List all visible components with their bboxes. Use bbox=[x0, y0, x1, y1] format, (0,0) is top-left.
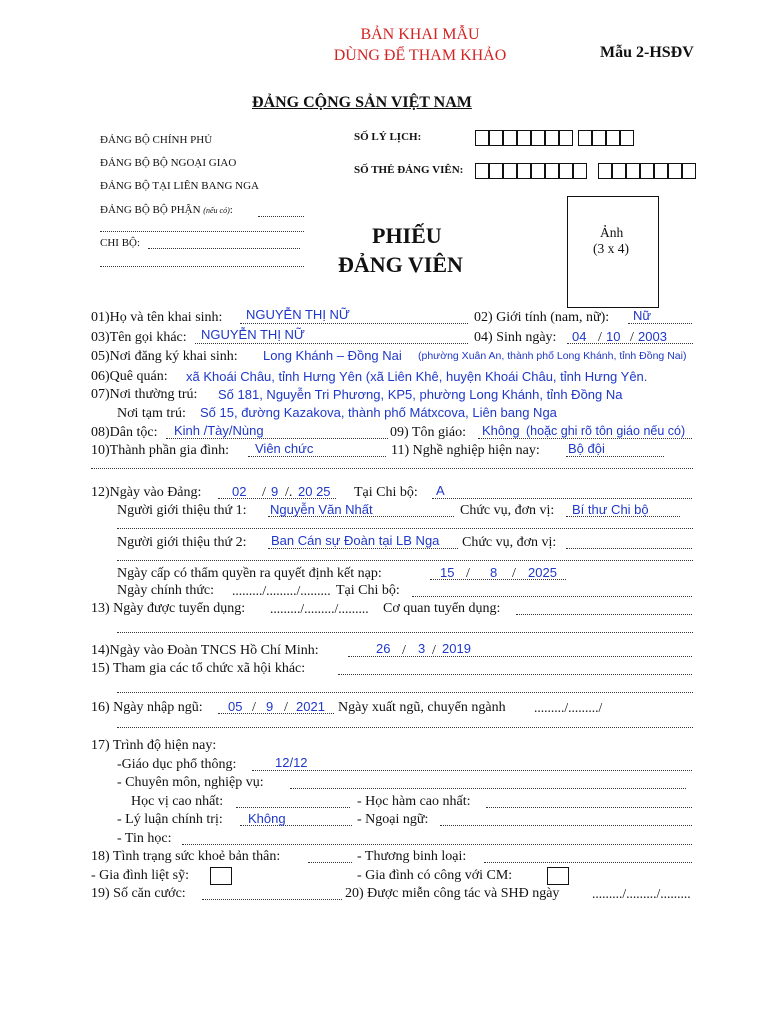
nhap-ngu-ngay: 05 bbox=[228, 699, 243, 714]
label-tin-hoc: - Tin học: bbox=[117, 831, 172, 846]
hoc-ham-field[interactable] bbox=[486, 807, 692, 808]
thanh-phan-field[interactable] bbox=[248, 456, 386, 457]
label-11: 11) Nghề nghiệp hiện nay: bbox=[391, 443, 540, 458]
ten-khac-field[interactable] bbox=[195, 343, 468, 344]
doan-thang: 3 bbox=[418, 641, 426, 656]
blank-line[interactable] bbox=[117, 528, 693, 529]
label-06: 06)Quê quán: bbox=[91, 369, 168, 384]
sample-label-line1: BẢN KHAI MẪU bbox=[360, 26, 480, 43]
vao-dang-nam: 20 25 bbox=[298, 484, 331, 499]
co-cong-checkbox[interactable] bbox=[547, 867, 569, 885]
digit-box[interactable] bbox=[545, 130, 559, 146]
sample-label-line2: DÙNG ĐỂ THAM KHẢO bbox=[333, 47, 507, 64]
gioi-thieu-2-value: Ban Cán sự Đoàn tại LB Nga bbox=[271, 533, 440, 548]
nghe-nghiep-value: Bộ đội bbox=[568, 441, 605, 456]
ton-giao-field[interactable] bbox=[478, 438, 692, 439]
dan-toc-value: Kinh /Tày/Nùng bbox=[174, 423, 264, 438]
digit-box[interactable] bbox=[626, 163, 640, 179]
label-12: 12)Ngày vào Đảng: bbox=[91, 485, 202, 500]
blank-line[interactable] bbox=[117, 727, 693, 728]
org-line-4-label: ĐẢNG BỘ BỘ PHẬN bbox=[100, 204, 201, 216]
to-chuc-xa-hoi-field[interactable] bbox=[338, 674, 692, 675]
date-sep: / bbox=[284, 700, 288, 715]
digit-box[interactable] bbox=[489, 130, 503, 146]
digit-box[interactable] bbox=[668, 163, 682, 179]
digit-box[interactable] bbox=[503, 130, 517, 146]
digit-box[interactable] bbox=[682, 163, 696, 179]
gdpt-value: 12/12 bbox=[275, 755, 308, 770]
thuong-binh-field[interactable] bbox=[484, 862, 692, 863]
blank-line[interactable] bbox=[91, 468, 693, 469]
date-sep: / bbox=[630, 330, 634, 345]
gioi-tinh-value: Nữ bbox=[633, 308, 652, 323]
ton-giao-value: Không bbox=[482, 423, 520, 438]
label-ket-nap: Ngày cấp có thẩm quyền ra quyết định kết nạp: bbox=[117, 566, 382, 581]
chinh-thuc-chibo-field[interactable] bbox=[412, 596, 692, 597]
digit-box[interactable] bbox=[598, 163, 612, 179]
noi-khai-sinh-note: (phường Xuân An, thành phố Long Khánh, tỉnh Đồng Nai) bbox=[418, 350, 687, 362]
ton-giao-note: (hoặc ghi rõ tôn giáo nếu có) bbox=[526, 424, 686, 438]
liet-sy-checkbox[interactable] bbox=[210, 867, 232, 885]
label-ngoai-ngu: - Ngoại ngữ: bbox=[357, 812, 429, 827]
chuc-vu-2-field[interactable] bbox=[566, 548, 692, 549]
digit-box[interactable] bbox=[573, 163, 587, 179]
date-sep: / bbox=[598, 330, 602, 345]
doan-ngay: 26 bbox=[376, 641, 391, 656]
thanh-phan-value: Viên chức bbox=[255, 441, 314, 456]
dan-toc-field[interactable] bbox=[166, 438, 388, 439]
ho-ten-value: NGUYỄN THỊ NỮ bbox=[246, 307, 351, 322]
label-18b: - Thương binh loại: bbox=[357, 849, 467, 864]
label-gdpt: -Giáo dục phổ thông: bbox=[117, 757, 237, 772]
tam-tru-value: Số 15, đường Kazakova, thành phố Mátxcova, Liên bang Nga bbox=[200, 405, 557, 420]
ho-ten-field[interactable] bbox=[240, 323, 468, 324]
chi-bo-field[interactable] bbox=[148, 248, 300, 249]
gioi-thieu-2-field[interactable] bbox=[268, 548, 458, 549]
blank-line[interactable] bbox=[117, 560, 693, 561]
org-line-3: ĐẢNG BỘ TẠI LIÊN BANG NGA bbox=[100, 180, 259, 192]
blank-line[interactable] bbox=[117, 692, 693, 693]
org-line-1: ĐẢNG BỘ CHÍNH PHỦ bbox=[100, 134, 213, 146]
label-llct: - Lý luận chính trị: bbox=[117, 812, 223, 827]
label-cv1: Chức vụ, đơn vị: bbox=[460, 503, 555, 518]
digit-box[interactable] bbox=[517, 163, 531, 179]
label-14: 14)Ngày vào Đoàn TNCS Hồ Chí Minh: bbox=[91, 643, 319, 658]
gioi-thieu-1-value: Nguyễn Văn Nhất bbox=[270, 502, 373, 517]
gioi-tinh-field[interactable] bbox=[628, 323, 692, 324]
org-line-4 bbox=[100, 204, 233, 216]
date-sep: /. bbox=[285, 485, 293, 500]
doan-field[interactable] bbox=[348, 656, 692, 657]
date-sep: / bbox=[252, 700, 256, 715]
label-cv2: Chức vụ, đơn vị: bbox=[462, 535, 557, 550]
label-16b: Ngày xuất ngũ, chuyển ngành bbox=[338, 700, 506, 715]
label-gt2: Người giới thiệu thứ 2: bbox=[117, 535, 247, 550]
label-co-cong: - Gia đình có công với CM: bbox=[357, 868, 513, 883]
blank-line[interactable] bbox=[117, 632, 693, 633]
org-line-4-field[interactable] bbox=[258, 216, 304, 217]
photo-size: (3 x 4) bbox=[593, 241, 629, 256]
label-chinh-thuc: Ngày chính thức: bbox=[117, 583, 215, 598]
digit-box[interactable] bbox=[503, 163, 517, 179]
doan-nam: 2019 bbox=[442, 641, 471, 656]
party-name: ĐẢNG CỘNG SẢN VIỆT NAM bbox=[252, 94, 472, 111]
hoc-vi-field[interactable] bbox=[236, 807, 350, 808]
nghe-nghiep-field[interactable] bbox=[566, 456, 664, 457]
chi-bo-value: A bbox=[436, 483, 445, 498]
digit-box[interactable] bbox=[475, 130, 489, 146]
label-10: 10)Thành phần gia đình: bbox=[91, 443, 230, 458]
tuyen-dung-field[interactable]: ........./........./......... bbox=[270, 601, 369, 616]
digit-box[interactable] bbox=[489, 163, 503, 179]
gdpt-field[interactable] bbox=[252, 770, 692, 771]
date-sep: / bbox=[262, 485, 266, 500]
nhap-ngu-thang: 9 bbox=[266, 699, 274, 714]
ket-nap-nam: 2025 bbox=[528, 565, 557, 580]
digit-box[interactable] bbox=[620, 130, 634, 146]
digit-box[interactable] bbox=[531, 130, 545, 146]
label-01: 01)Họ và tên khai sinh: bbox=[91, 310, 223, 325]
ket-nap-ngay: 15 bbox=[440, 565, 455, 580]
label-16: 16) Ngày nhập ngũ: bbox=[91, 700, 203, 715]
label-02: 02) Giới tính (nam, nữ): bbox=[474, 310, 610, 325]
date-sep: / bbox=[466, 566, 470, 581]
ket-nap-thang: 8 bbox=[490, 565, 498, 580]
label-09: 09) Tôn giáo: bbox=[390, 425, 466, 440]
label-19: 19) Số căn cước: bbox=[91, 886, 186, 901]
chinh-thuc-field[interactable]: ........./........./......... bbox=[232, 583, 331, 598]
label-hoc-vi: Học vị cao nhất: bbox=[131, 794, 224, 809]
so-can-cuoc-field[interactable] bbox=[202, 899, 342, 900]
label-12-chibo: Tại Chi bộ: bbox=[354, 485, 418, 500]
org-line-4-tail: : bbox=[229, 204, 233, 216]
sinh-nam-value: 2003 bbox=[638, 329, 667, 344]
so-ly-lich-label: SỐ LÝ LỊCH: bbox=[354, 131, 422, 143]
llct-value: Không bbox=[248, 811, 286, 826]
thuong-tru-value: Số 181, Nguyễn Tri Phương, KP5, phường Long Khánh, tỉnh Đồng Na bbox=[218, 387, 623, 402]
chuyen-mon-field[interactable] bbox=[290, 788, 686, 789]
chi-bo-label: CHI BỘ: bbox=[100, 237, 141, 249]
label-08: 08)Dân tộc: bbox=[91, 425, 158, 440]
label-liet-sy: - Gia đình liệt sỹ: bbox=[91, 868, 189, 883]
label-07: 07)Nơi thường trú: bbox=[91, 387, 198, 402]
label-chinh-thuc-chibo: Tại Chi bộ: bbox=[336, 583, 400, 598]
label-03: 03)Tên gọi khác: bbox=[91, 330, 187, 345]
digit-box[interactable] bbox=[545, 163, 559, 179]
label-17: 17) Trình độ hiện nay: bbox=[91, 738, 217, 753]
chi-bo-vao-dang-field[interactable] bbox=[432, 498, 692, 499]
ten-khac-value: NGUYỄN THỊ NỮ bbox=[201, 327, 306, 342]
label-13b: Cơ quan tuyển dụng: bbox=[383, 601, 501, 616]
digit-box[interactable] bbox=[592, 130, 606, 146]
chuc-vu-1-value: Bí thư Chi bộ bbox=[572, 502, 649, 517]
label-gt1: Người giới thiệu thứ 1: bbox=[117, 503, 247, 518]
label-20: 20) Được miễn công tác và SHĐ ngày bbox=[345, 886, 560, 901]
digit-box[interactable] bbox=[640, 163, 654, 179]
label-hoc-ham: - Học hàm cao nhất: bbox=[357, 794, 471, 809]
form-title-line2: ĐẢNG VIÊN bbox=[338, 252, 463, 277]
photo-label: Ảnh bbox=[600, 225, 624, 240]
nhap-ngu-nam: 2021 bbox=[296, 699, 325, 714]
label-13: 13) Ngày được tuyển dụng: bbox=[91, 601, 246, 616]
label-05: 05)Nơi đăng ký khai sinh: bbox=[91, 349, 238, 364]
co-quan-field[interactable] bbox=[516, 614, 692, 615]
label-18: 18) Tình trạng sức khoẻ bản thân: bbox=[91, 849, 281, 864]
form-title-line1: PHIẾU bbox=[372, 223, 442, 248]
digit-box[interactable] bbox=[606, 130, 620, 146]
vao-dang-thang: 9 bbox=[271, 484, 279, 499]
label-15: 15) Tham gia các tổ chức xã hội khác: bbox=[91, 661, 306, 676]
vao-dang-ngay: 02 bbox=[232, 484, 247, 499]
date-sep: / bbox=[432, 643, 436, 658]
org-line-2: ĐẢNG BỘ BỘ NGOẠI GIAO bbox=[100, 157, 237, 169]
label-04: 04) Sinh ngày: bbox=[474, 330, 557, 345]
tin-hoc-field[interactable] bbox=[182, 844, 692, 845]
digit-box[interactable] bbox=[517, 130, 531, 146]
org-line-4-note: (nếu có) bbox=[203, 206, 230, 215]
org-blank-line[interactable] bbox=[100, 231, 304, 232]
digit-box[interactable] bbox=[475, 163, 489, 179]
mien-cong-tac-field[interactable]: ........./........./......... bbox=[592, 886, 691, 901]
ngoai-ngu-field[interactable] bbox=[440, 825, 692, 826]
label-07b: Nơi tạm trú: bbox=[117, 406, 186, 421]
date-sep: / bbox=[402, 643, 406, 658]
sinh-ngay-value: 04 bbox=[572, 329, 587, 344]
so-the-label: SỐ THẺ ĐẢNG VIÊN: bbox=[354, 164, 464, 176]
sinh-thang-value: 10 bbox=[606, 329, 621, 344]
digit-box[interactable] bbox=[559, 130, 573, 146]
form-code: Mẫu 2-HSĐV bbox=[600, 44, 694, 61]
noi-khai-sinh-value: Long Khánh – Đồng Nai bbox=[263, 348, 402, 363]
digit-box[interactable] bbox=[578, 130, 592, 146]
digit-box[interactable] bbox=[559, 163, 573, 179]
chi-bo-blank-line[interactable] bbox=[100, 266, 304, 267]
xuat-ngu-field[interactable]: ........./........./ bbox=[534, 700, 603, 715]
digit-box[interactable] bbox=[612, 163, 626, 179]
que-quan-value: xã Khoái Châu, tỉnh Hưng Yên (xã Liên Khê, huyện Khoái Châu, tỉnh Hưng Yên. bbox=[186, 369, 648, 384]
date-sep: / bbox=[512, 566, 516, 581]
digit-box[interactable] bbox=[531, 163, 545, 179]
suc-khoe-field[interactable] bbox=[308, 862, 352, 863]
digit-box[interactable] bbox=[654, 163, 668, 179]
label-chuyen-mon: - Chuyên môn, nghiệp vụ: bbox=[117, 775, 264, 790]
